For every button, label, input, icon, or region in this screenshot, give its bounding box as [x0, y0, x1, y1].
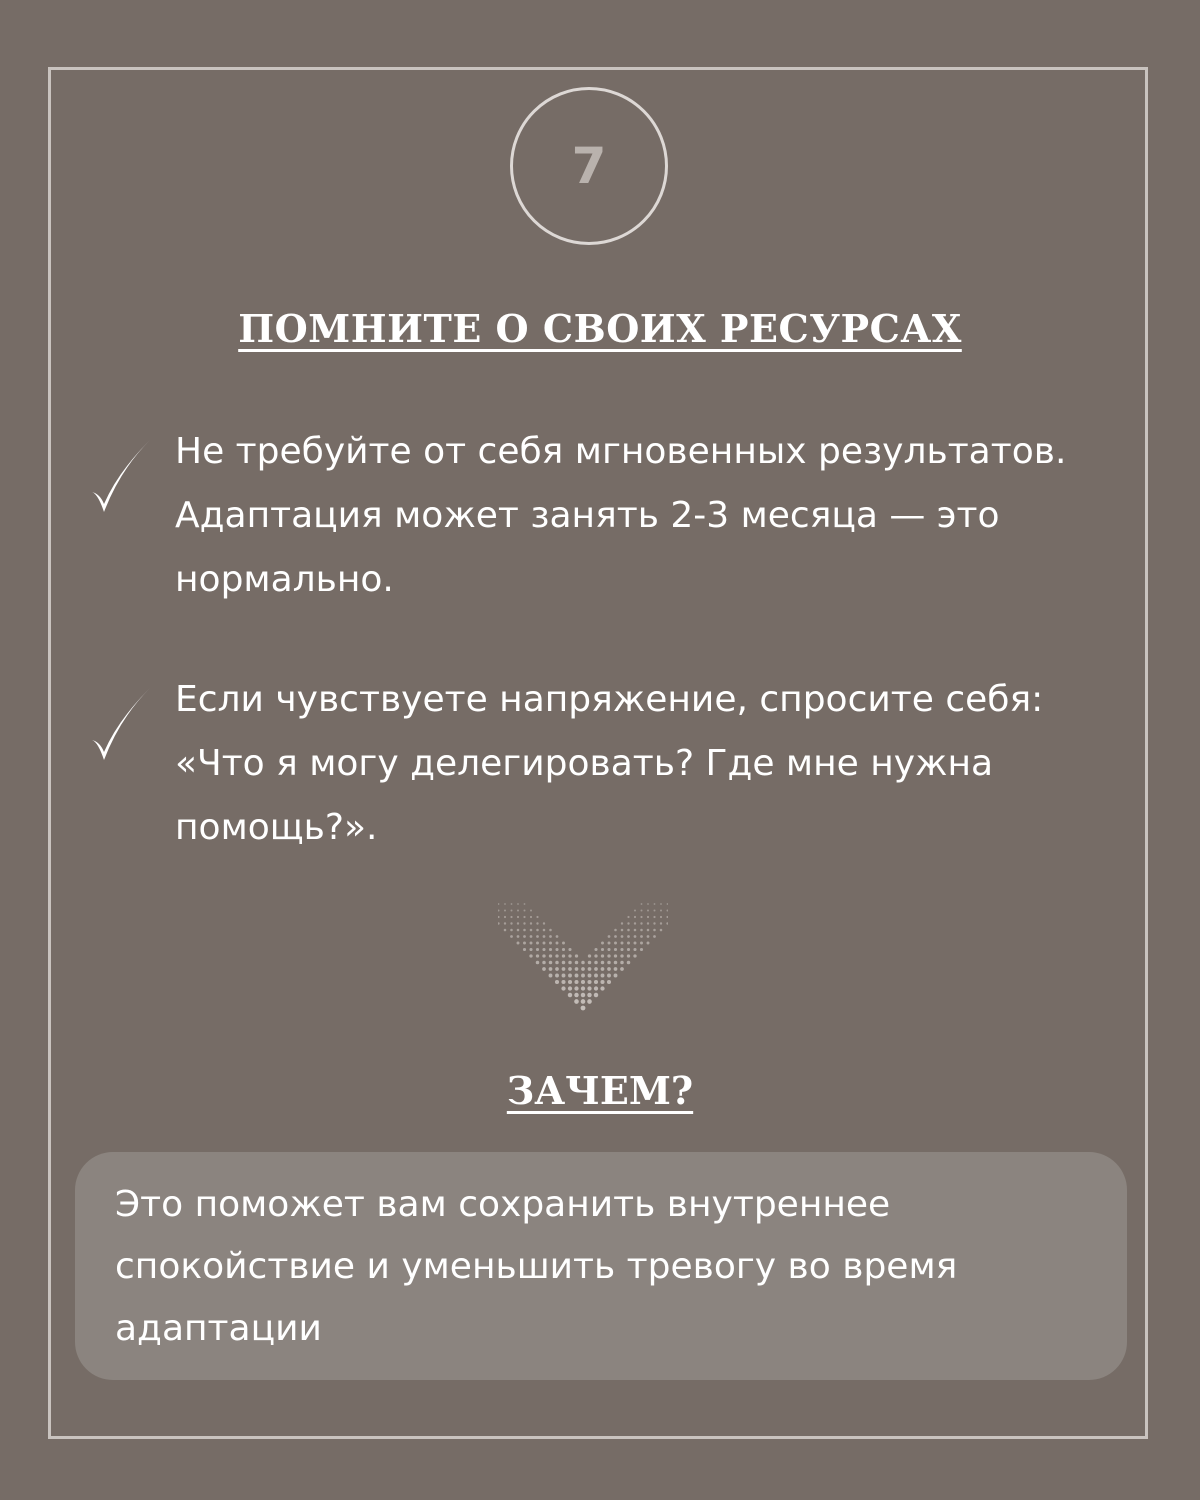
- dotted-chevron-down-icon: [498, 898, 668, 1038]
- list-item-text: Если чувствуете напряжение, спросите себя: «Что я могу делегировать? Где мне нужна помощь?».: [175, 679, 1044, 848]
- step-number: 7: [571, 137, 607, 195]
- list-item-text: Не требуйте от себя мгновенных результатов. Адаптация может занять 2-3 месяца — это нормально.: [175, 431, 1067, 600]
- step-badge: [510, 87, 668, 245]
- answer-box: [75, 1152, 1127, 1380]
- page-title: ПОМНИТЕ О СВОИХ РЕСУРСАХ: [238, 306, 962, 351]
- section-subtitle: ЗАЧЕМ?: [506, 1068, 694, 1113]
- check-icon: [80, 678, 158, 768]
- check-icon: [80, 430, 158, 520]
- answer-text: Это поможет вам сохранить внутреннее спокойствие и уменьшить тревогу во время адаптации: [115, 1184, 958, 1349]
